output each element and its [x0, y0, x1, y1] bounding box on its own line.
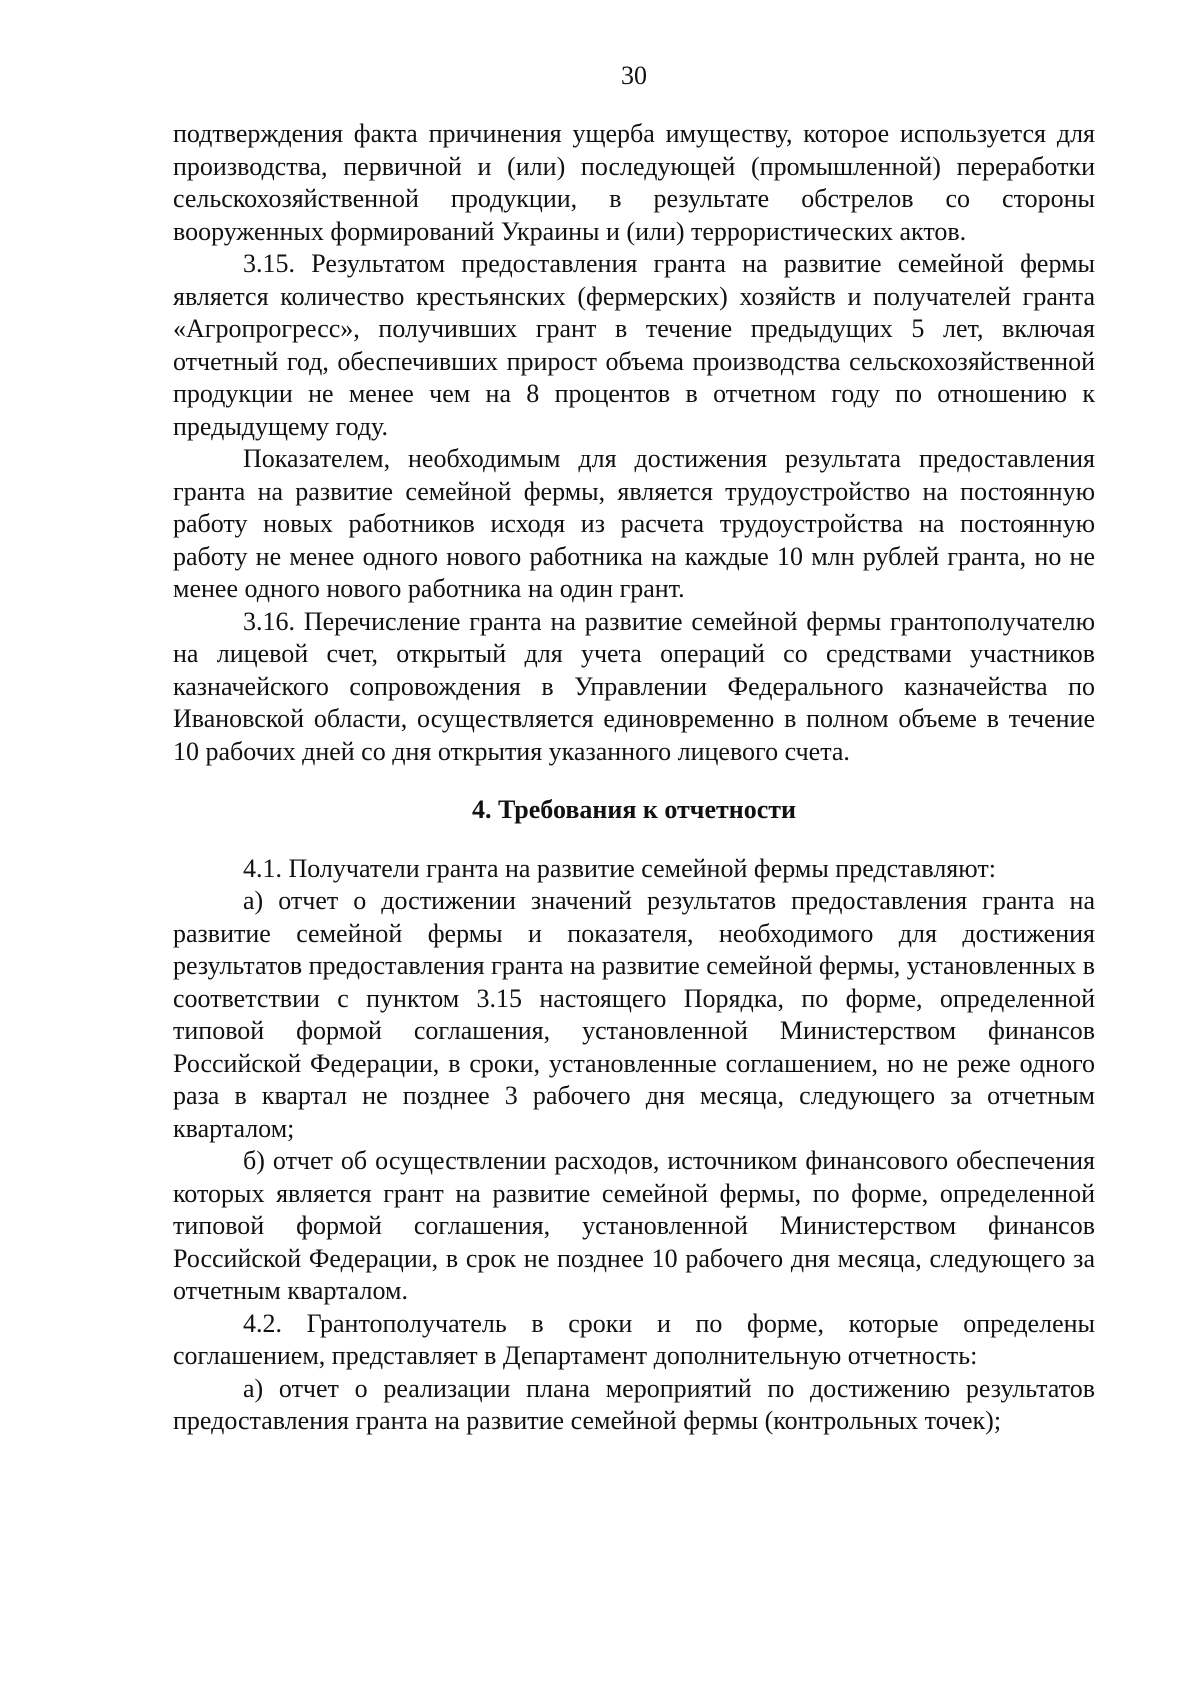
paragraph-4-1-a: а) отчет о достижении значений результатов предоставления гранта на развитие семейной фермы и показателя, необходимого для достижения результатов предоставления гранта на развитие семейной фермы, установленных в соответствии с пунктом 3.15 настоящего Порядка, по форме, определенной типовой формой соглашения, установленной Министерством финансов Российской Федерации, в сроки, установленные соглашением, но не реже одного раза в квартал не позднее 3 рабочего дня месяца, следующего за отчетным кварталом;	[173, 886, 1095, 1143]
paragraph-4-1-b: б) отчет об осуществлении расходов, источником финансового обеспечения которых является грант на развитие семейной фермы, по форме, определенной типовой формой соглашения, установленной Министерством финансов Российской Федерации, в срок не позднее 10 рабочего дня месяца, следующего за отчетным кварталом.	[173, 1146, 1095, 1305]
section-heading: 4. Требования к отчетности	[471, 795, 797, 824]
paragraph-continuation: подтверждения факта причинения ущерба имуществу, которое используется для производства, первичной и (или) последующей (промышленной) переработки сельскохозяйственной продукции, в результате обстрелов со стороны вооруженных формирований Украины и (или) террористических актов.	[173, 119, 1095, 246]
paragraph-3-15: 3.15. Результатом предоставления гранта на развитие семейной фермы является количество крестьянских (фермерских) хозяйств и получателей гранта «Агропрогресс», получивших грант в течение предыдущих 5 лет, включая отчетный год, обеспечивших прирост объема производства сельскохозяйственной продукции не менее чем на 8 процентов в отчетном году по отношению к предыдущему году.	[173, 249, 1095, 441]
paragraph-4-2: 4.2. Грантополучатель в сроки и по форме, которые определены соглашением, представляет в Департамент дополнительную отчетность:	[173, 1308, 1095, 1370]
paragraph-indicator: Показателем, необходимым для достижения результата предоставления гранта на развитие семейной фермы, является трудоустройство на постоянную работу новых работников исходя из расчета трудоустройства на постоянную работу не менее одного нового работника на каждые 10 млн рублей гранта, но не менее одного нового работника на один грант.	[173, 444, 1095, 603]
paragraph-3-16: 3.16. Перечисление гранта на развитие семейной фермы грантополучателю на лицевой счет, открытый для учета операций со средствами участников казначейского сопровождения в Управлении Федерального казначейства по Ивановской области, осуществляется единовременно в полном объеме в течение 10 рабочих дней со дня открытия указанного лицевого счета.	[173, 606, 1095, 766]
document-page	[173, 60, 1095, 1438]
page-number: 30	[621, 61, 647, 90]
paragraph-4-1: 4.1. Получатели гранта на развитие семейной фермы представляют:	[243, 853, 996, 883]
paragraph-4-2-a: а) отчет о реализации плана мероприятий по достижению результатов предоставления гранта на развитие семейной фермы (контрольных точек);	[173, 1373, 1095, 1435]
